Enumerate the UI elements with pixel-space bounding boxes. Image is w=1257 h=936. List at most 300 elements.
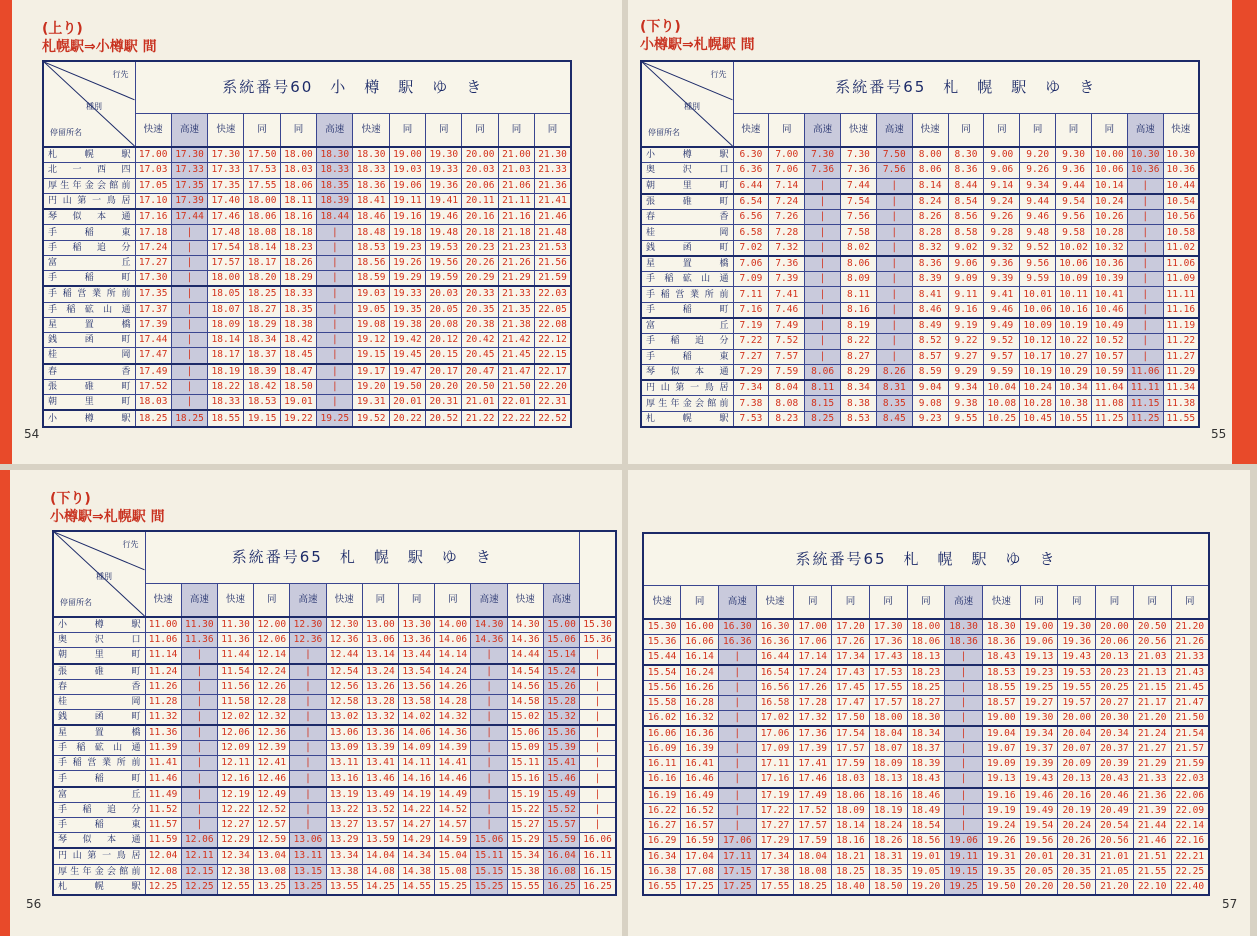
time-cell: | [1127, 334, 1163, 349]
time-cell: 17.48 [208, 225, 244, 240]
time-cell: 15.04 [435, 848, 471, 864]
table-row [43, 270, 571, 286]
table-row [643, 864, 1209, 879]
time-cell: 18.38 [280, 317, 316, 332]
time-cell: 8.06 [912, 163, 948, 178]
time-cell: 18.35 [869, 864, 907, 879]
service-type-header: 同 [426, 113, 462, 147]
time-cell: 12.26 [254, 679, 290, 694]
table-row [43, 379, 571, 394]
time-cell: 11.58 [217, 694, 253, 709]
table-row [641, 287, 1199, 302]
time-cell: 16.02 [643, 711, 681, 727]
time-cell: 8.30 [948, 147, 984, 163]
service-type-header: 同 [948, 113, 984, 147]
route-title: 系統番号65 札 幌 駅 ゆ き [733, 61, 1199, 113]
service-type-header: 快速 [507, 583, 543, 617]
time-cell: 16.08 [543, 864, 579, 879]
time-cell: 19.57 [1058, 696, 1096, 711]
time-cell: 9.46 [1020, 210, 1056, 225]
time-cell: 6.58 [733, 225, 769, 240]
time-cell: 7.49 [769, 318, 805, 334]
time-cell: 12.00 [254, 617, 290, 633]
time-cell: | [876, 210, 912, 225]
table-row [643, 788, 1209, 804]
time-cell: 22.20 [535, 379, 571, 394]
time-cell: 14.26 [435, 679, 471, 694]
time-cell: 15.28 [543, 694, 579, 709]
time-cell: 14.19 [399, 787, 435, 803]
time-cell: 14.55 [399, 879, 435, 895]
time-cell: 18.37 [907, 742, 945, 757]
time-cell: 13.52 [362, 802, 398, 817]
time-cell: | [171, 302, 207, 317]
time-cell: | [876, 302, 912, 318]
header-corner-cell [43, 61, 135, 147]
table-row [53, 771, 616, 787]
time-cell: 19.46 [1020, 788, 1058, 804]
time-cell: 8.22 [841, 334, 877, 349]
service-type-header: 快速 [353, 113, 389, 147]
time-cell: 20.19 [1058, 803, 1096, 818]
time-cell: 7.39 [769, 272, 805, 287]
time-cell: 11.36 [145, 725, 181, 741]
time-cell: 9.44 [1020, 194, 1056, 210]
table-row [643, 711, 1209, 727]
time-cell: 8.56 [948, 210, 984, 225]
time-cell: 16.11 [643, 757, 681, 772]
table-row [641, 302, 1199, 318]
time-cell: 14.25 [362, 879, 398, 895]
time-cell: | [317, 379, 353, 394]
time-cell: | [171, 286, 207, 302]
time-cell: 10.01 [1020, 287, 1056, 302]
time-cell: 9.38 [948, 396, 984, 411]
station-name: 手稲営業所前 [641, 287, 733, 302]
time-cell: | [181, 818, 217, 833]
time-cell: 11.25 [1091, 411, 1127, 427]
time-cell: | [945, 665, 983, 681]
time-cell: 17.19 [756, 788, 794, 804]
time-cell: 18.56 [353, 255, 389, 270]
time-cell: 10.16 [1056, 302, 1092, 318]
time-cell: 15.55 [507, 879, 543, 895]
time-cell: 18.00 [907, 619, 945, 635]
time-cell: 21.17 [1133, 696, 1171, 711]
time-cell: 21.45 [498, 348, 534, 364]
time-cell: 12.58 [326, 694, 362, 709]
time-cell: 14.46 [435, 771, 471, 787]
time-cell: 16.26 [681, 681, 719, 696]
time-cell: 11.24 [145, 664, 181, 680]
service-type-header: 同 [869, 585, 907, 619]
time-cell: 10.09 [1020, 318, 1056, 334]
table-row [643, 757, 1209, 772]
time-cell: 16.11 [580, 848, 616, 864]
time-cell: 19.46 [426, 209, 462, 225]
station-name: 富丘 [53, 787, 145, 803]
time-cell: 12.36 [326, 633, 362, 648]
time-cell: 12.06 [217, 725, 253, 741]
time-cell: 19.08 [353, 317, 389, 332]
station-name: 張碓町 [641, 194, 733, 210]
time-cell: 22.03 [1171, 772, 1209, 788]
time-cell: 17.46 [208, 209, 244, 225]
time-cell: | [290, 787, 326, 803]
time-cell: 20.13 [1096, 650, 1134, 666]
time-cell: 14.38 [399, 864, 435, 879]
time-cell: 8.06 [805, 364, 841, 380]
station-name: 手稲追分 [43, 240, 135, 255]
time-cell: 10.19 [1056, 318, 1092, 334]
time-cell: | [181, 725, 217, 741]
time-cell: 12.28 [254, 694, 290, 709]
time-cell: | [1127, 225, 1163, 240]
time-cell: 15.24 [543, 664, 579, 680]
time-cell: 21.24 [1133, 726, 1171, 742]
timetable-sapporo-to-otaru [42, 60, 572, 428]
time-cell: 10.49 [1091, 318, 1127, 334]
time-cell: 21.38 [498, 317, 534, 332]
time-cell: 18.35 [317, 178, 353, 193]
time-cell: 13.22 [326, 802, 362, 817]
time-cell: 15.19 [507, 787, 543, 803]
time-cell: 21.06 [498, 178, 534, 193]
table-row [43, 317, 571, 332]
time-cell: 9.44 [1056, 178, 1092, 194]
time-cell: 11.02 [1163, 240, 1199, 256]
time-cell: 20.30 [1096, 711, 1134, 727]
time-cell: 11.06 [1127, 364, 1163, 380]
time-cell: 16.16 [643, 772, 681, 788]
time-cell: 14.08 [362, 864, 398, 879]
time-cell: 22.52 [535, 410, 571, 427]
time-cell: | [181, 664, 217, 680]
station-name: 朝里町 [641, 178, 733, 194]
time-cell: | [471, 818, 507, 833]
time-cell: 19.16 [982, 788, 1020, 804]
time-cell: 6.44 [733, 178, 769, 194]
time-cell: 21.36 [535, 178, 571, 193]
time-cell: 12.24 [254, 664, 290, 680]
time-cell: 20.23 [1096, 665, 1134, 681]
service-type-header: 高速 [543, 583, 579, 617]
service-type-header: 同 [681, 585, 719, 619]
time-cell: 10.06 [1020, 302, 1056, 318]
time-cell: 10.00 [1091, 147, 1127, 163]
time-cell: | [876, 256, 912, 272]
time-cell: 9.36 [984, 256, 1020, 272]
time-cell: 20.00 [1096, 619, 1134, 635]
service-type-header: 快速 [841, 113, 877, 147]
time-cell: 14.11 [399, 756, 435, 771]
time-cell: 22.17 [535, 364, 571, 380]
time-cell: 14.04 [362, 848, 398, 864]
corner-type-label: 種別 [86, 102, 102, 111]
time-cell: 16.30 [756, 619, 794, 635]
time-cell: | [317, 395, 353, 411]
table-row [43, 163, 571, 178]
time-cell: 11.08 [1091, 396, 1127, 411]
time-cell: 14.24 [435, 664, 471, 680]
time-cell: 17.30 [869, 619, 907, 635]
time-cell: 20.47 [462, 364, 498, 380]
time-cell: 7.36 [841, 163, 877, 178]
time-cell: 19.55 [1058, 681, 1096, 696]
time-cell: 20.37 [1096, 742, 1134, 757]
table-row [43, 240, 571, 255]
service-type-header: 同 [1096, 585, 1134, 619]
time-cell: 14.28 [435, 694, 471, 709]
time-cell: 6.36 [733, 163, 769, 178]
time-cell: 17.43 [832, 665, 870, 681]
service-type-header: 快速 [217, 583, 253, 617]
time-cell: 19.30 [1058, 619, 1096, 635]
time-cell: | [471, 694, 507, 709]
time-cell: | [945, 788, 983, 804]
table-row [43, 193, 571, 209]
time-cell: | [1127, 256, 1163, 272]
time-cell: 21.36 [1133, 788, 1171, 804]
time-cell: 18.04 [794, 849, 832, 865]
time-cell: 10.24 [1020, 380, 1056, 396]
time-cell: 11.32 [145, 709, 181, 725]
time-cell: 21.15 [1133, 681, 1171, 696]
table-row [43, 286, 571, 302]
time-cell: 15.06 [507, 725, 543, 741]
time-cell: | [1127, 210, 1163, 225]
time-cell: 10.30 [1163, 147, 1199, 163]
table-row [43, 395, 571, 411]
time-cell: 11.14 [145, 648, 181, 664]
time-cell: 12.57 [254, 818, 290, 833]
time-cell: 13.16 [326, 771, 362, 787]
time-cell: | [945, 818, 983, 833]
time-cell: 10.06 [1056, 256, 1092, 272]
time-cell: 13.11 [326, 756, 362, 771]
time-cell: 21.29 [498, 270, 534, 286]
time-cell: 9.58 [1056, 225, 1092, 240]
time-cell: 12.15 [181, 864, 217, 879]
time-cell: 20.03 [462, 163, 498, 178]
time-cell: | [290, 725, 326, 741]
time-cell: 11.41 [145, 756, 181, 771]
station-name: 小樽駅 [43, 410, 135, 427]
time-cell: 13.29 [326, 833, 362, 849]
time-cell: 8.35 [876, 396, 912, 411]
time-cell: 12.55 [217, 879, 253, 895]
station-name: 手稲町 [53, 771, 145, 787]
service-type-header: 同 [832, 585, 870, 619]
table-row [53, 848, 616, 864]
time-cell: 16.00 [681, 619, 719, 635]
station-name: 銭函町 [53, 709, 145, 725]
time-cell: 8.14 [912, 178, 948, 194]
station-name: 張碓町 [43, 379, 135, 394]
time-cell: 10.24 [1091, 194, 1127, 210]
time-cell: | [471, 725, 507, 741]
time-cell: 9.48 [1020, 225, 1056, 240]
time-cell: 12.25 [145, 879, 181, 895]
time-cell: 21.03 [1133, 650, 1171, 666]
time-cell: 11.38 [1163, 396, 1199, 411]
time-cell: 13.26 [362, 679, 398, 694]
time-cell: 15.22 [507, 802, 543, 817]
time-cell: 20.24 [1058, 818, 1096, 833]
time-cell: 19.43 [1058, 650, 1096, 666]
time-cell: 19.49 [1020, 803, 1058, 818]
time-cell: 8.16 [841, 302, 877, 318]
time-cell: 18.42 [244, 379, 280, 394]
time-cell: 16.36 [718, 635, 756, 650]
time-cell: 19.41 [426, 193, 462, 209]
time-cell: 18.21 [832, 849, 870, 865]
service-type-header: 同 [794, 585, 832, 619]
time-cell: 16.06 [681, 635, 719, 650]
time-cell: 22.10 [1133, 879, 1171, 895]
time-cell: 21.26 [1171, 635, 1209, 650]
time-cell: 12.49 [254, 787, 290, 803]
time-cell: 19.35 [982, 864, 1020, 879]
station-name: 円山第一鳥居 [641, 380, 733, 396]
time-cell: | [718, 726, 756, 742]
time-cell: | [876, 240, 912, 256]
time-cell: 19.33 [426, 163, 462, 178]
table-row [53, 694, 616, 709]
time-cell: | [317, 348, 353, 364]
time-cell: | [181, 694, 217, 709]
time-cell: 8.11 [805, 380, 841, 396]
time-cell: 9.29 [948, 364, 984, 380]
time-cell: 11.22 [1163, 334, 1199, 349]
time-cell: 22.08 [535, 317, 571, 332]
table-row [53, 648, 616, 664]
time-cell: 20.05 [426, 302, 462, 317]
service-type-header: 同 [1058, 585, 1096, 619]
time-cell: 9.59 [1020, 272, 1056, 287]
right-red-edge-top [1232, 0, 1257, 464]
time-cell: 18.47 [280, 364, 316, 380]
time-cell: 20.50 [1058, 879, 1096, 895]
service-type-header: 同 [280, 113, 316, 147]
time-cell: 10.41 [1091, 287, 1127, 302]
time-cell: 20.26 [1058, 833, 1096, 849]
station-name: 銭函町 [641, 240, 733, 256]
time-cell: 9.30 [1056, 147, 1092, 163]
time-cell: 8.09 [841, 272, 877, 287]
time-cell: 17.57 [794, 818, 832, 833]
time-cell: 21.29 [1133, 757, 1171, 772]
time-cell: 17.25 [681, 879, 719, 895]
time-cell: 17.47 [832, 696, 870, 711]
time-cell: 9.06 [948, 256, 984, 272]
table-row [43, 410, 571, 427]
station-name: 星置橋 [641, 256, 733, 272]
time-cell: 18.03 [135, 395, 171, 411]
time-cell: 13.04 [254, 848, 290, 864]
time-cell: 10.28 [1020, 396, 1056, 411]
timetable-grid [52, 530, 617, 896]
time-cell: 19.48 [426, 225, 462, 240]
time-cell: 17.49 [794, 788, 832, 804]
time-cell: 19.20 [907, 879, 945, 895]
time-cell: 21.01 [462, 395, 498, 411]
service-type-header: 同 [435, 583, 471, 617]
station-name: 張碓町 [53, 664, 145, 680]
time-cell: 13.34 [326, 848, 362, 864]
time-cell: 13.46 [362, 771, 398, 787]
station-name: 手稲追分 [53, 802, 145, 817]
table-row [53, 725, 616, 741]
time-cell: | [580, 694, 616, 709]
service-type-header: 同 [1056, 113, 1092, 147]
timetable-otaru-to-sapporo-afternoon [642, 532, 1210, 896]
time-cell: 18.43 [982, 650, 1020, 666]
time-cell: 20.11 [462, 193, 498, 209]
time-cell: | [718, 772, 756, 788]
time-cell: 13.27 [326, 818, 362, 833]
time-cell: | [805, 334, 841, 349]
table-row [643, 726, 1209, 742]
time-cell: 19.05 [907, 864, 945, 879]
time-cell: | [945, 650, 983, 666]
page-56-heading [50, 490, 165, 526]
time-cell: 18.18 [280, 225, 316, 240]
time-cell: 11.55 [1163, 411, 1199, 427]
time-cell: 17.20 [832, 619, 870, 635]
time-cell: 17.30 [135, 270, 171, 286]
time-cell: 21.33 [535, 163, 571, 178]
time-cell: 21.00 [498, 147, 534, 163]
time-cell: | [945, 681, 983, 696]
time-cell: 14.36 [507, 633, 543, 648]
time-cell: 10.29 [1056, 364, 1092, 380]
time-cell: | [317, 225, 353, 240]
time-cell: 13.25 [290, 879, 326, 895]
time-cell: 17.33 [171, 163, 207, 178]
time-cell: | [876, 287, 912, 302]
time-cell: 11.49 [145, 787, 181, 803]
time-cell: 22.16 [1171, 833, 1209, 849]
time-cell: 22.03 [535, 286, 571, 302]
time-cell: 10.52 [1091, 334, 1127, 349]
time-cell: 19.31 [982, 849, 1020, 865]
time-cell: 14.56 [507, 679, 543, 694]
time-cell: 15.34 [507, 848, 543, 864]
time-cell: 19.56 [1020, 833, 1058, 849]
table-row [53, 864, 616, 879]
station-name: 琴似本通 [43, 209, 135, 225]
time-cell: 20.50 [1133, 619, 1171, 635]
table-row [43, 209, 571, 225]
time-cell: 17.43 [869, 650, 907, 666]
time-cell: 15.36 [580, 633, 616, 648]
time-cell: 21.44 [1133, 818, 1171, 833]
time-cell: 19.24 [982, 818, 1020, 833]
time-cell: 20.56 [1133, 635, 1171, 650]
time-cell: | [580, 679, 616, 694]
time-cell: 12.52 [254, 802, 290, 817]
time-cell: 15.14 [543, 648, 579, 664]
time-cell: 13.54 [399, 664, 435, 680]
time-cell: 21.47 [1171, 696, 1209, 711]
table-row [643, 849, 1209, 865]
time-cell: 11.44 [217, 648, 253, 664]
table-row [643, 696, 1209, 711]
time-cell: 10.44 [1163, 178, 1199, 194]
time-cell: 13.15 [290, 864, 326, 879]
time-cell: 16.28 [681, 696, 719, 711]
